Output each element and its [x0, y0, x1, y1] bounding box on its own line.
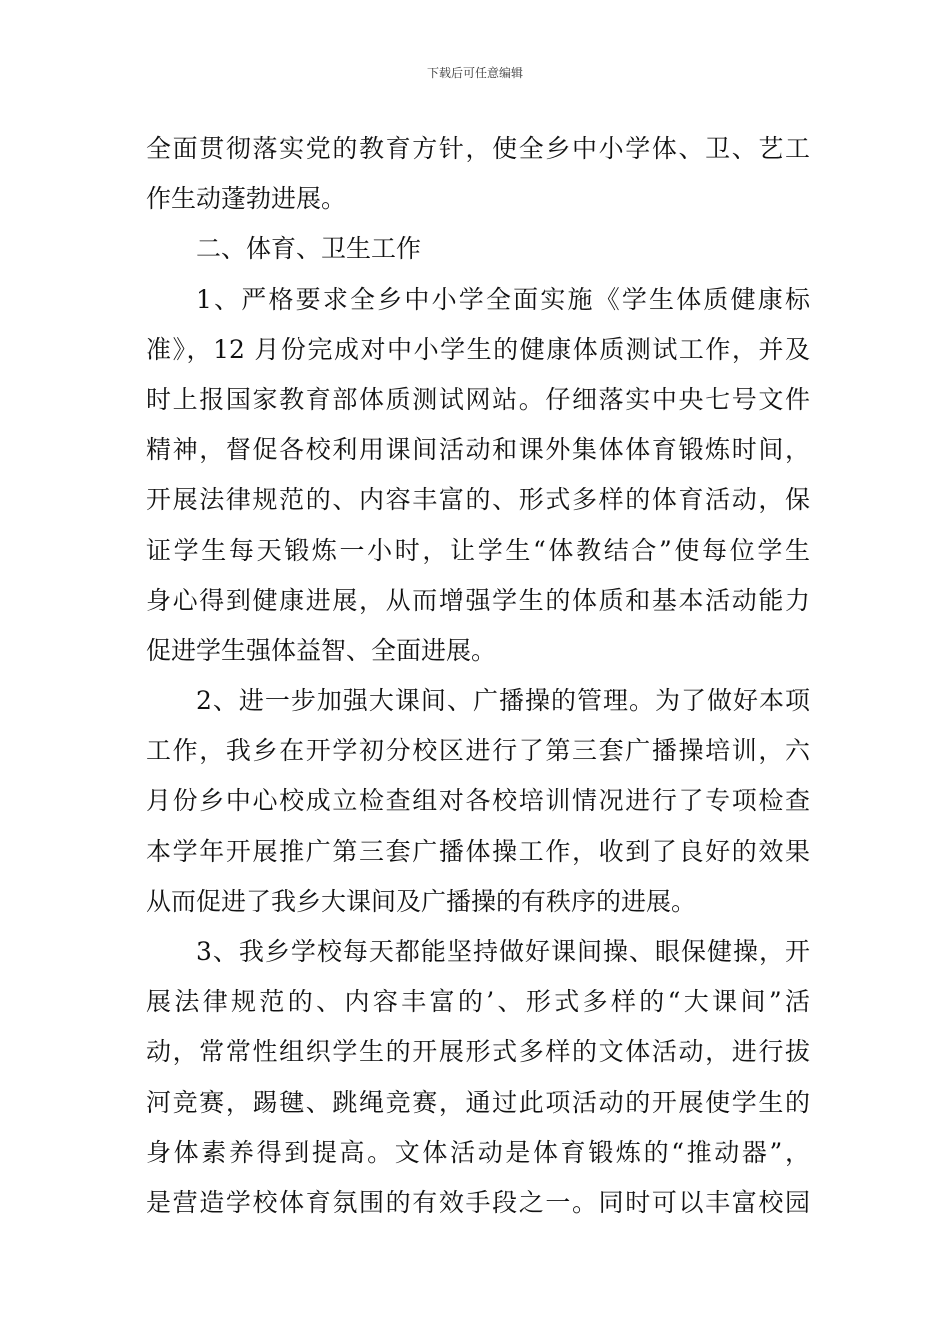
- text-line-1: 全面贯彻落实党的教育方针，使全乡中小学体、卫、艺工: [146, 134, 810, 163]
- text-line-22: 是营造学校体育氛围的有效手段之一。同时可以丰富校园: [146, 1187, 810, 1217]
- text-line-10: 身心得到健康进展，从而增强学生的体质和基本活动能力: [146, 585, 810, 615]
- text-line-14: 月份乡中心校成立检查组对各校培训情况进行了专项检查: [146, 786, 810, 816]
- text-line-16: 从而促进了我乡大课间及广播操的有秩序的进展。: [146, 886, 697, 916]
- text-line-20: 河竞赛，踢毽、跳绳竞赛，通过此项活动的开展使学生的: [146, 1087, 810, 1117]
- text-line-8: 开展法律规范的、内容丰富的、形式多样的体育活动，保: [146, 485, 810, 515]
- text-line-21: 身体素养得到提高。文体活动是体育锻炼的“推动器”，: [146, 1137, 810, 1167]
- text-line-13: 工作，我乡在开学初分校区进行了第三套广播操培训，六: [146, 736, 810, 766]
- text-line-7: 精神，督促各校利用课间活动和课外集体体育锻炼时间，: [146, 435, 810, 465]
- text-line-17: 3、我乡学校每天都能坚持做好课间操、眼保健操，开: [196, 937, 810, 966]
- text-line-11: 促进学生强体益智、全面进展。: [146, 635, 497, 665]
- text-line-18: 展法律规范的、内容丰富的’、形式多样的“大课间”活: [146, 987, 810, 1017]
- text-line-19: 动，常常性组织学生的开展形式多样的文体活动，进行拔: [146, 1037, 810, 1067]
- document-body: [146, 124, 810, 1228]
- text-line-4: 1、严格要求全乡中小学全面实施《学生体质健康标: [196, 284, 810, 314]
- text-line-12: 2、进一步加强大课间、广播操的管理。为了做好本项: [196, 686, 810, 716]
- text-line-2: 作生动蓬勃进展。: [146, 184, 347, 214]
- text-line-5: 准》，12 月份完成对中小学生的健康体质测试工作，并及: [146, 334, 810, 364]
- text-line-15: 本学年开展推广第三套广播体操工作，收到了良好的效果: [146, 836, 810, 866]
- section-heading: 二、体育、卫生工作: [196, 234, 422, 264]
- text-line-6: 时上报国家教育部体质测试网站。仔细落实中央七号文件: [146, 384, 810, 414]
- page-header: 下载后可任意编辑: [426, 66, 523, 80]
- text-line-9: 证学生每天锻炼一小时，让学生“体教结合”使每位学生: [146, 535, 810, 565]
